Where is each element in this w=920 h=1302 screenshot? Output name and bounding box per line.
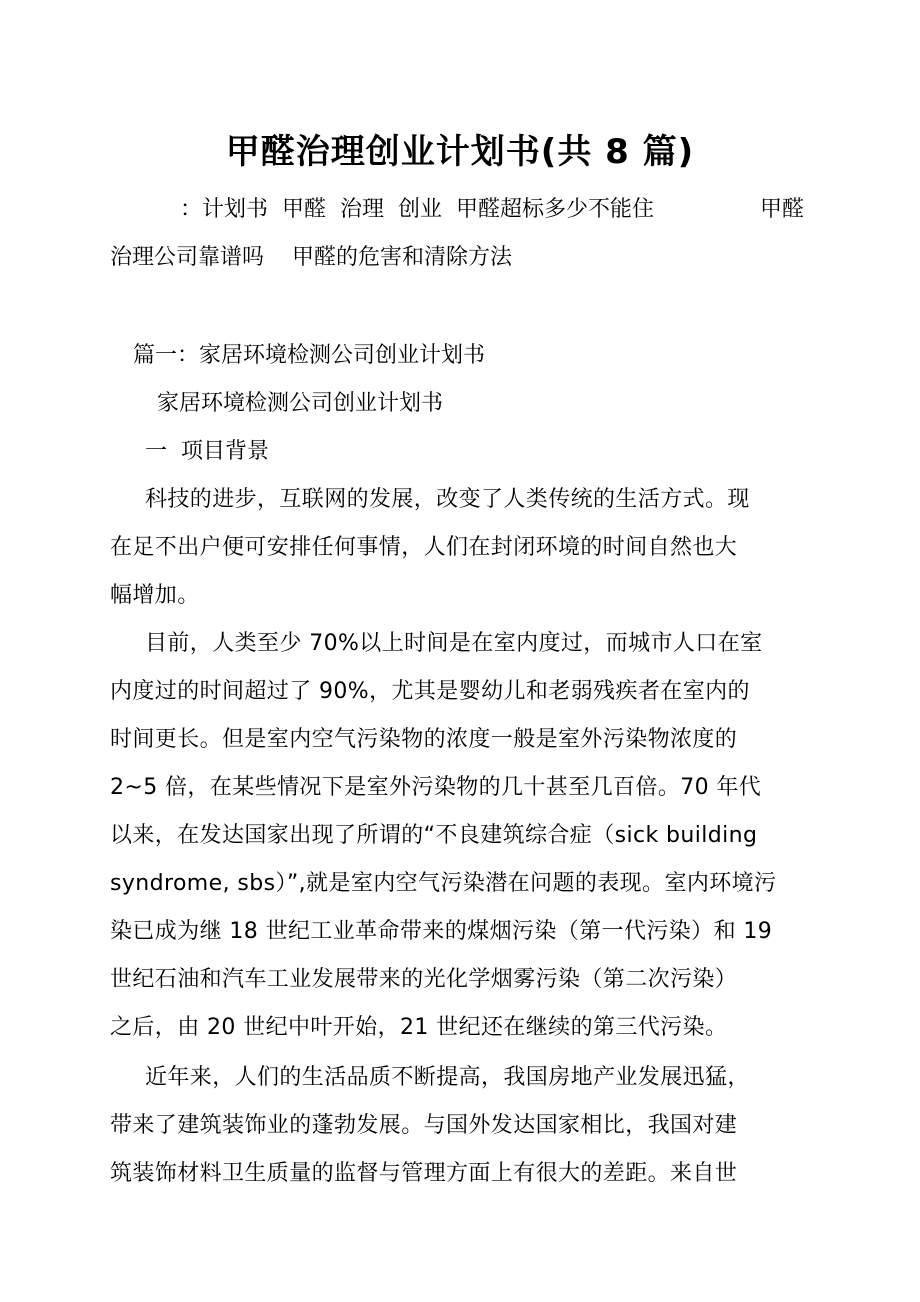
paragraph-2-line: 内度过的时间超过了 90%，尤其是婴幼儿和老弱残疾者在室内的 — [110, 679, 750, 704]
keywords-line-1: ：计划书 甲醛 治理 创业 甲醛超标多少不能住 — [180, 197, 654, 222]
paragraph-2-line: syndrome, sbs）”,就是室内空气污染潜在问题的表现。室内环境污 — [110, 871, 777, 896]
paragraph-3-line: 带来了建筑装饰业的蓬勃发展。与国外发达国家相比，我国对建 — [110, 1113, 738, 1138]
paragraph-2-line: 时间更长。但是室内空气污染物的浓度一般是室外污染物浓度的 — [110, 727, 738, 752]
paragraph-3-line: 筑装饰材料卫生质量的监督与管理方面上有很大的差距。来自世 — [110, 1161, 738, 1186]
paragraph-1-line: 在足不出户便可安排任何事情，人们在封闭环境的时间自然也大 — [110, 535, 738, 560]
paragraph-2-line: 染已成为继 18 世纪工业革命带来的煤烟污染（第一代污染）和 19 — [110, 919, 773, 944]
section-subtitle: 家居环境检测公司创业计划书 — [157, 391, 444, 416]
keywords-line-2: 治理公司靠谱吗 甲醛的危害和清除方法 — [110, 245, 512, 270]
paragraph-1-line: 科技的进步，互联网的发展，改变了人类传统的生活方式。现 — [145, 487, 750, 512]
document-title: 甲醛治理创业计划书(共 8 篇) — [225, 132, 695, 172]
chapter-title: 篇一：家居环境检测公司创业计划书 — [133, 343, 486, 368]
paragraph-1-line: 幅增加。 — [110, 583, 200, 608]
keywords-line-1-end: 甲醛 — [760, 197, 805, 222]
paragraph-2-line: 目前，人类至少 70%以上时间是在室内度过，而城市人口在室 — [145, 631, 763, 656]
section-heading: 一 项目背景 — [145, 439, 269, 464]
paragraph-3-line: 近年来，人们的生活品质不断提高，我国房地产业发展迅猛， — [145, 1065, 750, 1090]
paragraph-2-line: 之后，由 20 世纪中叶开始，21 世纪还在继续的第三代污染。 — [110, 1015, 728, 1040]
paragraph-2-line: 以来，在发达国家出现了所谓的“不良建筑综合症（sick building — [110, 823, 758, 848]
paragraph-2-line: 2~5 倍，在某些情况下是室外污染物的几十甚至几百倍。70 年代 — [110, 775, 762, 800]
paragraph-2-line: 世纪石油和汽车工业发展带来的光化学烟雾污染（第二次污染） — [110, 967, 738, 992]
